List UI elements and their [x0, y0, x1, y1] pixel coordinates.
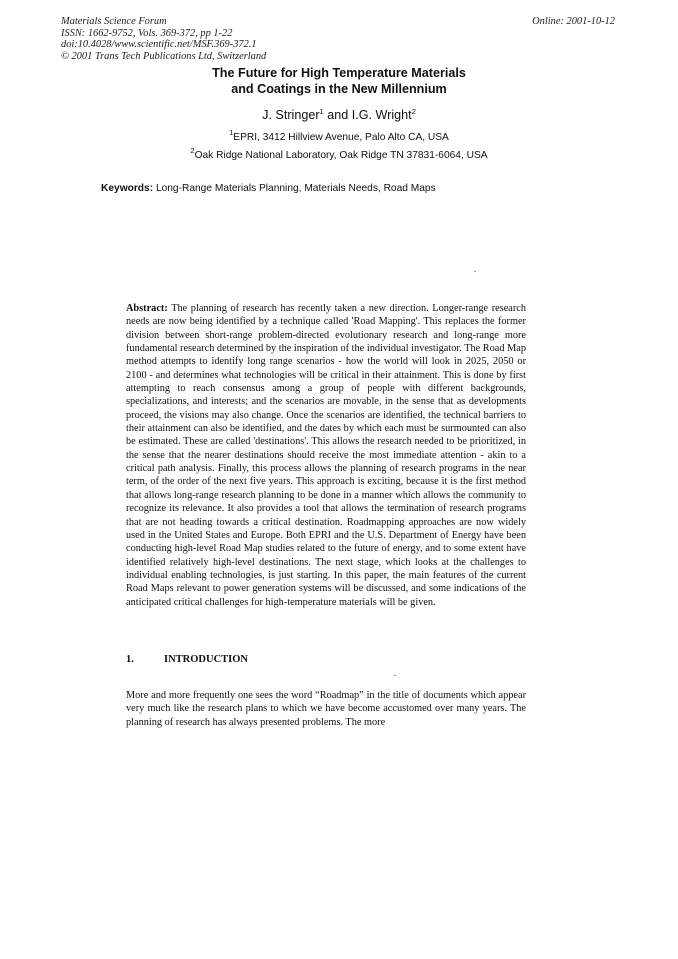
- section-number: 1.: [126, 654, 134, 665]
- scan-speck: [394, 675, 396, 676]
- abstract: [126, 302, 526, 609]
- affiliation-1: [0, 128, 678, 143]
- publication-info: [61, 16, 266, 62]
- issn-line: ISSN: 1662-9752, Vols. 369-372, pp 1-22: [61, 27, 233, 39]
- abstract-text: The planning of research has recently taken a new direction. Longer-range research needs are now being identified by a technique called 'Road Mapping'. This replaces the former division between short-range problem-directed evolutionary research and long-range more fundamental research determined by the inspiration of the individual investigator. The Road Map method attempts to identify long range scenarios - how the world will look in 2025, 2050 or 2100 - and determines what technologies will be critical in their attainment. This is done by first attempting to reach consensus among a group of people with different backgrounds, specializations, and interests; and the scenarios are movable, in the sense that as developments proceed, the visions may also change. Once the scenarios are identified, the technical barriers to their attainment can also be identified, and the dates by which each must be surmounted can also be estimated. These are called 'destinations'. This allows the research needed to be prioritized, in the sense that the nearer destinations should receive the most immediate attention - akin to a critical path analysis. Finally, this process allows the planning of research programs in the near term, of the order of the next five years. This approach is exciting, because it is the first method that allows long-range research planning to be done in a manner which allows the community to recognize its relevance. It also provides a tool that allows the termination of research programs that are not heading towards a critical destination. Roadmapping approaches are now widely used in the United States and Europe. Both EPRI and the U.S. Department of Energy have been conducting high-level Road Map studies related to the future of energy, and to some extent have identified relatively high-level destinations. The next stage, which looks at the challenges to individual enabling technologies, is just starting. In this paper, the main features of the current Road Maps relevant to power generation systems will be discussed, and some indications of the anticipated critical challenges for high-temperature materials will be given.: [126, 303, 527, 608]
- authors: [0, 108, 678, 122]
- title-line-1: The Future for High Temperature Materials: [212, 66, 466, 80]
- affiliation-1-text: EPRI, 3412 Hillview Avenue, Palo Alto CA, USA: [233, 132, 449, 143]
- copyright-line: © 2001 Trans Tech Publications Ltd, Switzerland: [61, 50, 267, 62]
- online-date: Online: 2001-10-12: [532, 16, 615, 27]
- author-2-affil-mark: 2: [411, 107, 416, 116]
- keywords-label: Keywords:: [101, 183, 154, 194]
- doi-link[interactable]: doi:10.4028/www.scientific.net/MSF.369-372.1: [61, 39, 257, 51]
- paper-title: [0, 66, 678, 97]
- journal-name: Materials Science Forum: [61, 16, 167, 27]
- title-line-2: and Coatings in the New Millennium: [231, 81, 447, 96]
- author-1: J. Stringer: [262, 108, 320, 122]
- section-title: INTRODUCTION: [164, 654, 249, 665]
- author-separator: and: [323, 108, 352, 122]
- keywords: [101, 183, 436, 194]
- introduction-paragraph: More and more frequently one sees the word “Roadmap” in the title of documents which appear very much like the research plans to which we have become accustomed over many years. The planning of research has always presented problems. The more: [126, 690, 526, 728]
- author-2: I.G. Wright: [351, 108, 412, 122]
- affiliation-2-mark: 2: [190, 146, 195, 155]
- affiliation-1-mark: 1: [229, 128, 234, 137]
- affiliation-2-text: Oak Ridge National Laboratory, Oak Ridge TN 37831-6064, USA: [194, 150, 488, 161]
- scan-speck: [474, 271, 476, 272]
- author-1-affil-mark: 1: [319, 107, 324, 116]
- abstract-label: Abstract:: [126, 303, 168, 314]
- section-heading-introduction: [126, 654, 248, 665]
- affiliation-2: [0, 146, 678, 161]
- keywords-text: Long-Range Materials Planning, Materials Needs, Road Maps: [155, 183, 436, 194]
